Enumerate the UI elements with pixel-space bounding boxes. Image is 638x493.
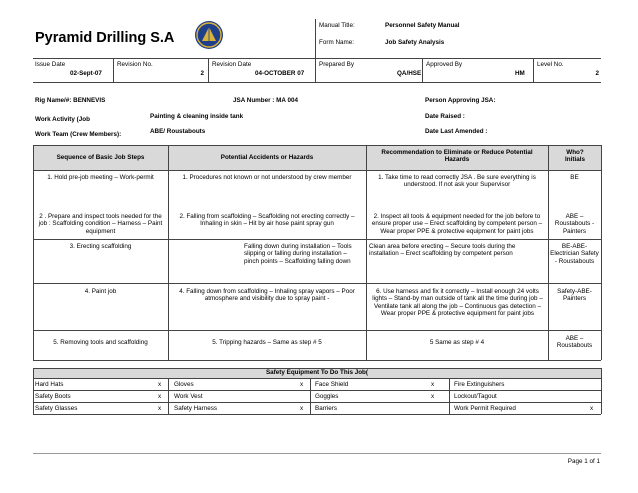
prepared-by-value: QA/HSE	[397, 70, 422, 77]
row-2-who: ABE – Roustabouts - Painters	[554, 213, 595, 235]
equipment-mark: x	[300, 381, 304, 388]
level-no-label: Level No.	[537, 61, 564, 68]
equipment-fire-extinguishers: Fire Extinguishers	[454, 381, 505, 388]
equipment-mark: x	[158, 381, 162, 388]
issue-date-label: Issue Date	[35, 61, 66, 68]
work-activity-value: Painting & cleaning inside tank	[150, 113, 244, 120]
row-4-who: Safety-ABE-Painters	[557, 288, 592, 303]
equipment-safety-harness: Safety Harness	[174, 405, 218, 412]
row-1-who: BE	[570, 174, 579, 181]
row-3-who: BE-ABE-Electrician Safety - Roustabouts	[550, 243, 599, 265]
row-5-step: 5. Removing tools and scaffolding	[53, 339, 148, 346]
equipment-mark: x	[431, 381, 435, 388]
company-name: Pyramid Drilling S.A	[35, 30, 175, 46]
issue-date-value: 02-Sept-07	[70, 70, 102, 77]
row-5-hazard: 5. Tripping hazards – Same as step # 5	[212, 339, 322, 346]
date-last-amended: Date Last Amended :	[425, 128, 488, 135]
equipment-lockout-tagout: Lockout/Tagout	[454, 393, 497, 400]
row-3-hazard: Falling down during installation – Tools slipping or falling during installation – pinch points – Scaffolding falling down	[244, 243, 352, 265]
equipment-goggles: Goggles	[315, 393, 339, 400]
row-2-step: 2 . Prepare and inspect tools needed for the job : Scaffolding condition – Harness – Paint equipment	[38, 213, 163, 235]
equipment-mark: x	[300, 405, 304, 412]
work-activity-label: Work Activity (Job	[35, 116, 90, 123]
equipment-safety-glasses: Safety Glasses	[35, 405, 78, 412]
row-3-step: 3. Erecting scaffolding	[69, 243, 132, 250]
revision-no-value: 2	[200, 70, 204, 77]
level-no-value: 2	[595, 70, 599, 77]
row-4-hazard: 4. Falling down from scaffolding – Inhaling spray vapors – Poor atmosphere and visibility due to spray paint -	[179, 288, 355, 303]
row-1-hazard: 1. Procedures not known or not understood by crew member	[182, 174, 352, 181]
row-2-hazard: 2. Falling from scaffolding – Scaffolding not erecting correctly – Inhaling in skin – Hit by air hose paint spray gun	[179, 213, 355, 228]
equipment-work-permit-required: Work Permit Required	[454, 405, 516, 412]
rig-name: Rig Name/#: BENNEVIS	[35, 97, 106, 104]
revision-date-label: Revision Date	[212, 61, 252, 68]
manual-title-value: Personnel Safety Manual	[385, 22, 460, 29]
header-recommendation: Recommendation to Eliminate or Reduce Potential Hazards	[381, 149, 533, 164]
equipment-gloves: Gloves	[174, 381, 194, 388]
equipment-barriers: Barriers	[315, 405, 338, 412]
header-steps: Sequence of Basic Job Steps	[56, 154, 145, 161]
equipment-mark: x	[431, 393, 435, 400]
header-who: Who? Initials	[565, 149, 585, 164]
equipment-mark: x	[590, 405, 594, 412]
row-1-recommendation: 1. Take time to read correctly JSA . Be sure everything is understood. If not ask your Supervisor	[378, 174, 536, 189]
equipment-face-shield: Face Shield	[315, 381, 349, 388]
prepared-by-label: Prepared By	[319, 61, 355, 68]
approved-by-value: HM	[515, 70, 525, 77]
header-hazards: Potential Accidents or Hazards	[220, 154, 314, 161]
equipment-mark: x	[158, 393, 162, 400]
equipment-hard-hats: Hard Hats	[35, 381, 64, 388]
work-team-label: Work Team (Crew Members):	[35, 131, 122, 138]
form-name-value: Job Safety Analysis	[385, 39, 445, 46]
row-1-step: 1. Hold pre-job meeting – Work-permit	[47, 174, 154, 181]
date-raised: Date Raised :	[425, 113, 465, 120]
equipment-work-vest: Work Vest	[174, 393, 203, 400]
row-3-recommendation: Clean area before erecting – Secure tools during the installation – Erect scaffolding by competent person	[369, 243, 516, 258]
company-logo	[194, 20, 224, 50]
equipment-title: Safety Equipment To Do This Job(	[265, 369, 369, 376]
row-5-recommendation: 5 Same as step # 4	[429, 339, 485, 346]
approved-by-label: Approved By	[426, 61, 463, 68]
equipment-safety-boots: Safety Boots	[35, 393, 71, 400]
row-5-who: ABE – Roustabouts	[556, 335, 593, 350]
work-team-value: ABE/ Roustabouts	[150, 128, 206, 135]
page-number: Page 1 of 1	[567, 458, 600, 465]
revision-date-value: 04-OCTOBER 07	[255, 70, 305, 77]
form-name-label: Form Name:	[319, 39, 354, 46]
jsa-number: JSA Number : MA 004	[233, 97, 298, 104]
row-4-recommendation: 6. Use harness and fix it correctly – Install enough 24 volts lights – Stand-by man outside of tank all the time during job – Ventilate tank all along the job – Continuous gas detection – Wear proper PPE & protective equipment for paint jobs	[372, 288, 543, 318]
row-2-recommendation: 2. Inspect all tools & equipment needed for the job before to ensure proper use – Erect scaffolding by competent person – Wear proper PPE & protective equipment for paint jobs	[371, 213, 543, 235]
revision-no-label: Revision No.	[117, 61, 153, 68]
row-4-step: 4. Paint job	[84, 288, 117, 295]
equipment-mark: x	[158, 405, 162, 412]
manual-title-label: Manual Title:	[319, 22, 355, 29]
person-approving: Person Approving JSA:	[425, 97, 496, 104]
